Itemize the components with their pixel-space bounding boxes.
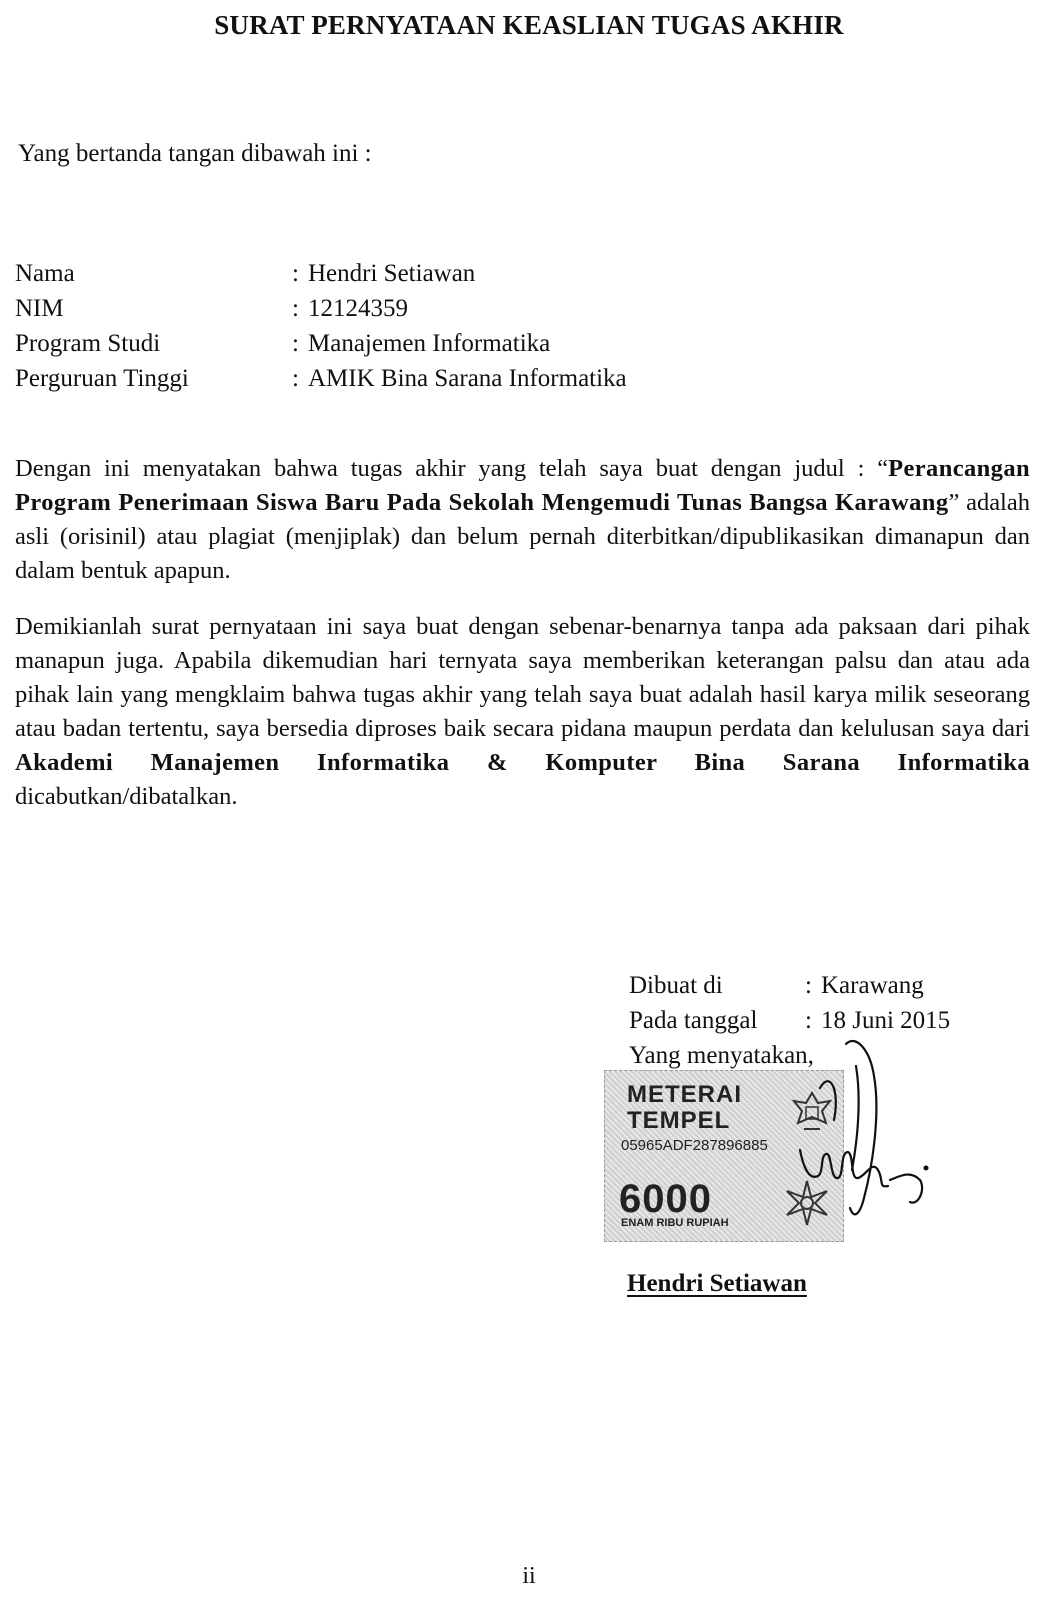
place-value: Karawang [821, 972, 924, 999]
thesis-title: Perancangan Program Penerimaan Siswa Baru Pada Sekolah Mengemudi Tunas Bangsa Karawang [15, 455, 1030, 516]
identity-row-perguruan-tinggi [15, 361, 627, 396]
identity-value: Hendri Setiawan [308, 260, 476, 287]
declaration-paragraph [15, 610, 1030, 814]
date-separator: : [805, 1007, 812, 1034]
place-row [629, 968, 950, 1003]
paragraph-text: ” adalah asli (orisinil) atau plagiat (menjiplak) dan belum pernah diterbitkan/dipublikasikan dimanapun dan dalam bentuk apapun. [15, 489, 1030, 584]
identity-separator: : [292, 365, 299, 392]
identity-label: Perguruan Tinggi [15, 365, 189, 392]
paragraph-text: Demikianlah surat pernyataan ini saya buat dengan sebenar-benarnya tanpa ada paksaan dari pihak manapun juga. Apabila dikemudian hari ternyata saya memberikan keterangan palsu dan atau ada pihak lain yang mengklaim bahwa tugas akhir yang telah saya buat adalah hasil karya milik seseorang atau badan tertentu, saya bersedia diproses baik secara pidana maupun perdata dan kelulusan saya dari [15, 613, 1030, 742]
identity-row-nim [15, 291, 627, 326]
institution-name: Akademi Manajemen Informatika & Komputer Bina Sarana Informatika [15, 749, 1030, 776]
identity-value: AMIK Bina Sarana Informatika [308, 365, 627, 392]
statement-label: Yang menyatakan, [629, 1042, 814, 1069]
identity-separator: : [292, 260, 299, 287]
place-separator: : [805, 972, 812, 999]
intro-text: Yang bertanda tangan dibawah ini : [18, 140, 372, 167]
identity-value: 12124359 [308, 295, 408, 322]
date-label: Pada tanggal [629, 1007, 758, 1034]
stamp-line2: TEMPEL [627, 1107, 731, 1134]
date-value: 18 Juni 2015 [821, 1007, 951, 1034]
place-label: Dibuat di [629, 972, 723, 999]
handwritten-signature [760, 1030, 950, 1230]
identity-label: NIM [15, 295, 64, 322]
identity-separator: : [292, 330, 299, 357]
identity-label: Program Studi [15, 330, 161, 357]
paragraph-text: dicabutkan/dibatalkan. [15, 783, 238, 810]
stamp-serial: 05965ADF287896885 [621, 1137, 768, 1154]
identity-row-nama [15, 256, 627, 291]
stamp-amount-words: ENAM RIBU RUPIAH [621, 1217, 729, 1229]
identity-value: Manajemen Informatika [308, 330, 551, 357]
signer-name: Hendri Setiawan [627, 1270, 807, 1297]
stamp-amount: 6000 [619, 1177, 712, 1221]
identity-table [15, 256, 627, 396]
stamp-line1: METERAI [627, 1081, 742, 1108]
paragraph-text: Dengan ini menyatakan bahwa tugas akhir yang telah saya buat dengan judul : “ [15, 455, 889, 482]
identity-row-program-studi [15, 326, 627, 361]
statement-paragraph [15, 452, 1030, 588]
document-title: SURAT PERNYATAAN KEASLIAN TUGAS AKHIR [214, 10, 844, 40]
identity-label: Nama [15, 260, 75, 287]
identity-separator: : [292, 295, 299, 322]
page-number: ii [522, 1563, 536, 1589]
